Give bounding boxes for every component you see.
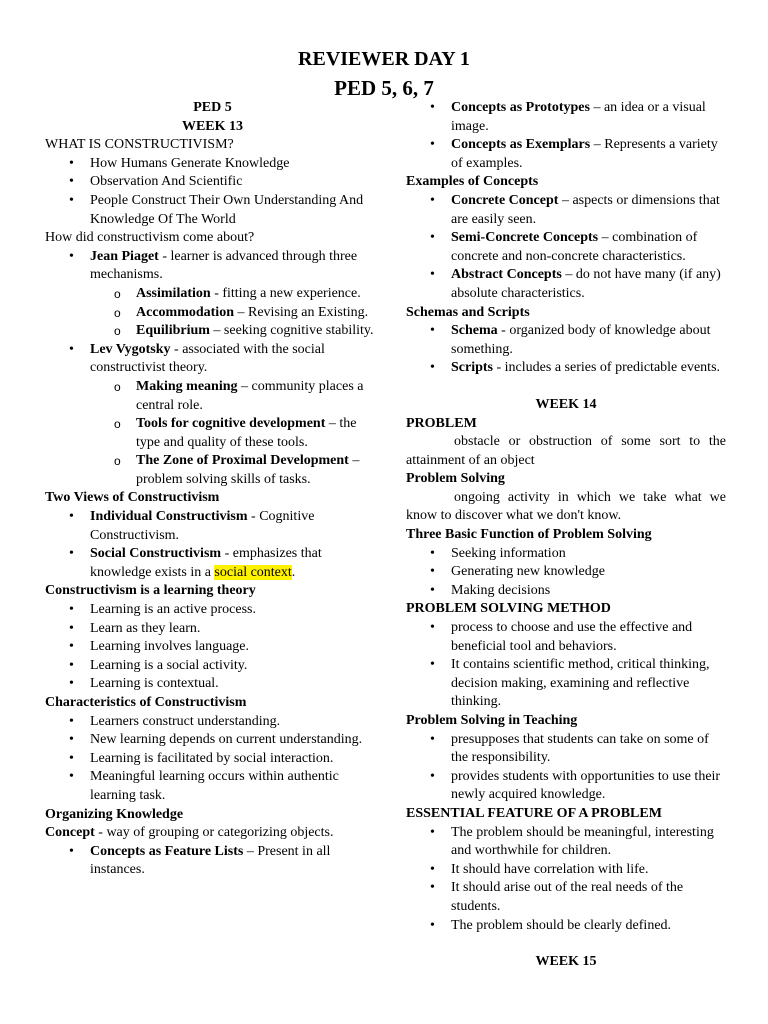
list-item: • Making decisions [406,582,726,601]
definition: – community places a central role. [136,378,364,413]
list-item [45,545,380,582]
list-item: • presupposes that students can take on some of the responsibility. [406,731,726,768]
bullet-list [406,824,726,936]
term: Social Constructivism [90,546,222,562]
bullet-list [45,713,380,806]
bullet-list [45,248,380,490]
list-item: • Learning is a social activity. [45,657,380,676]
term: Concepts as Exemplars [451,137,591,153]
question-heading: How did constructivism come about? [45,230,255,246]
list-item [406,136,726,173]
definition-paragraph: obstacle or obstruction of some sort to the attainment of an object [406,434,726,468]
bullet-list [406,731,726,805]
sub-item [45,452,380,489]
list-item [406,322,726,359]
definition: – combination of concrete and non-concrete characteristics. [451,230,698,264]
term: Making meaning [136,378,238,394]
term: Schema [451,323,498,339]
highlighted-text: social context [214,564,292,580]
bullet-list [45,508,380,582]
definition: - way of grouping or categorizing objects. [94,825,334,841]
section-heading: Problem Solving in Teaching [406,713,578,728]
list-item [406,192,726,229]
bullet-list [45,155,380,229]
sub-item [45,415,380,452]
section-heading: Organizing Knowledge [45,806,184,822]
definition: – the type and quality of these tools. [136,416,357,450]
term: Accommodation [136,304,234,320]
list-item: • Generating new knowledge [406,563,726,582]
sub-list [45,378,380,490]
section-heading: Characteristics of Constructivism [45,695,247,710]
term: Individual Constructivism [90,509,248,525]
sub-item [45,285,380,304]
document-title: REVIEWER DAY 1 [298,48,470,70]
term: Abstract Concepts [451,267,562,283]
definition: – problem solving skills of tasks. [136,453,360,487]
list-item: • Learn as they learn. [45,620,380,639]
definition: – seeking cognitive stability. [209,323,374,339]
spacer [406,935,726,953]
question-heading: WHAT IS CONSTRUCTIVISM? [45,137,234,153]
list-item: • Learning involves language. [45,638,380,657]
section-heading: Two Views of Constructivism [45,490,220,506]
list-item: • process to choose and use the effective and beneficial tool and behaviors. [406,619,726,656]
punctuation: . [291,564,296,580]
bullet-list [45,843,380,880]
definition: – aspects or dimensions that are easily seen. [451,192,720,227]
bullet-list [406,619,726,712]
list-item [406,229,726,266]
definition: – Revising an Existing. [234,304,369,320]
definition: – do not have many (if any) absolute characteristics. [451,267,721,301]
list-item: • Learners construct understanding. [45,713,380,732]
section-heading: PROBLEM [406,415,477,431]
definition: - fitting a new experience. [210,285,361,301]
sub-list [45,285,380,341]
list-item: • Learning is facilitated by social interaction. [45,750,380,769]
course-heading: PED 5 [193,100,232,115]
bullet-list [45,601,380,694]
definition: - associated with the social constructivist theory. [90,341,325,376]
document-subtitle: PED 5, 6, 7 [334,76,434,100]
list-item [45,843,380,880]
term: Tools for cognitive development [136,416,326,432]
list-item: • provides students with opportunities to use their newly acquired knowledge. [406,768,726,805]
term: The Zone of Proximal Development [136,453,349,469]
section-heading: Constructivism is a learning theory [45,583,256,599]
list-item [45,248,380,341]
definition-paragraph: ongoing activity in which we take what we know to discover what we don't know. [406,489,726,524]
list-item [406,359,726,378]
definition: - learner is advanced through three mechanisms. [90,248,358,283]
section-heading: Schemas and Scripts [406,304,530,320]
section-heading: Examples of Concepts [406,174,539,190]
sub-item [45,304,380,323]
definition: - includes a series of predictable events. [493,360,721,376]
bullet-list [406,99,726,173]
definition-line [45,824,380,843]
section-heading: ESSENTIAL FEATURE OF A PROBLEM [406,805,662,821]
term: Concepts as Prototypes [451,100,590,115]
term: Semi-Concrete Concepts [451,230,599,246]
list-item: • Learning is contextual. [45,675,380,694]
list-item: • Meaningful learning occurs within authentic learning task. [45,768,380,805]
definition: – Present in all instances. [90,843,331,878]
definition: - organized body of knowledge about something. [451,323,711,357]
list-item: • It contains scientific method, critical thinking, decision making, examining and reflective thinking. [406,656,726,712]
list-item: • People Construct Their Own Understanding And Knowledge Of The World [45,192,380,229]
term: Scripts [451,360,493,376]
list-item: • It should arise out of the real needs of the students. [406,879,726,916]
sub-item [45,378,380,415]
list-item: • Learning is an active process. [45,601,380,620]
left-column [45,99,380,880]
list-item: • New learning depends on current understanding. [45,731,380,750]
list-item [406,99,726,136]
list-item: • The problem should be meaningful, interesting and worthwhile for children. [406,824,726,861]
list-item: • How Humans Generate Knowledge [45,155,380,174]
term: Assimilation [136,285,211,301]
term: Concepts as Feature Lists [90,843,244,859]
section-heading: Problem Solving [406,471,505,487]
week-heading: WEEK 15 [535,954,597,970]
definition: – Represents a variety of examples. [451,137,718,171]
list-item: • Seeking information [406,545,726,564]
bullet-list [406,192,726,304]
sub-item [45,322,380,341]
term: Concrete Concept [451,192,559,208]
list-item [45,341,380,490]
bullet-list [406,322,726,378]
list-item [45,508,380,545]
definition: – an idea or a visual image. [451,100,706,134]
list-item: • It should have correlation with life. [406,861,726,880]
week-heading: WEEK 13 [181,118,244,134]
term: Jean Piaget [90,248,159,264]
list-item [406,266,726,303]
section-heading: PROBLEM SOLVING METHOD [406,601,611,617]
week-heading: WEEK 14 [535,396,597,412]
term: Lev Vygotsky [90,341,171,357]
list-item: • Observation And Scientific [45,173,380,192]
section-heading: Three Basic Function of Problem Solving [406,527,652,543]
term: Concept [45,825,95,841]
term: Equilibrium [136,323,210,339]
bullet-list [406,545,726,601]
list-item: • The problem should be clearly defined. [406,917,726,936]
right-column [406,99,726,972]
spacer [406,378,726,396]
definition: - Cognitive Constructivism. [90,509,315,543]
definition: - emphasizes that knowledge exists in a [90,546,322,580]
